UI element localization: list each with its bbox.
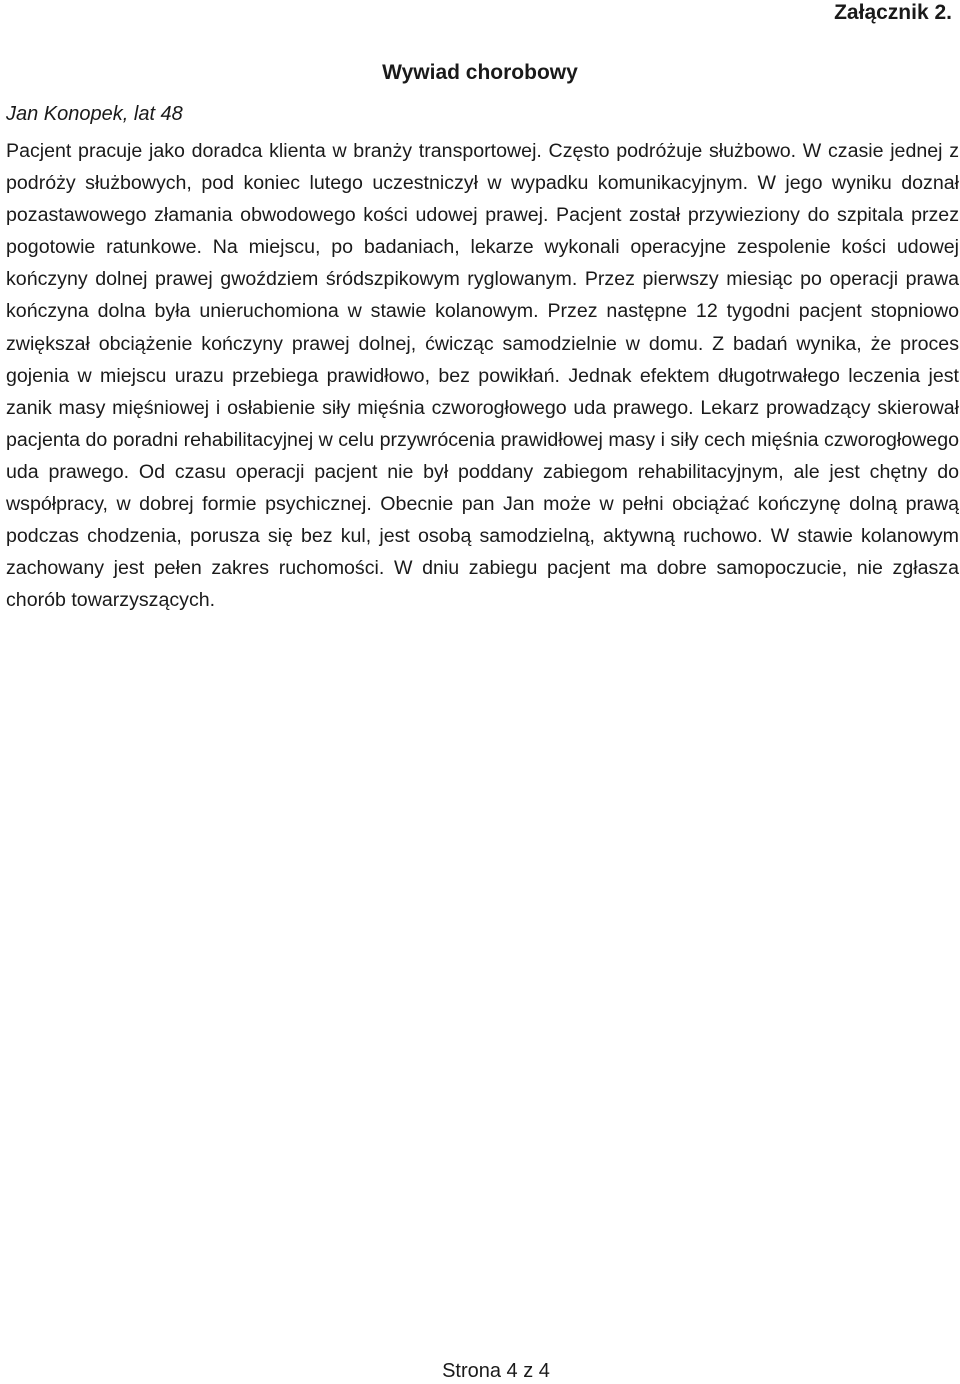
document-title: Wywiad chorobowy (382, 61, 578, 84)
page-number: Strona 4 z 4 (442, 1360, 550, 1382)
patient-name: Jan Konopek, lat 48 (6, 103, 183, 125)
attachment-label: Załącznik 2. (834, 1, 952, 24)
medical-history-paragraph: Pacjent pracuje jako doradca klienta w branży transportowej. Często podróżuje służbowo. W czasie jednej z podróży służbowych, pod koniec lutego uczestniczył w wypadku komunikacyjnym. W jego wyniku doznał pozastawowego złamania obwodowego kości udowej prawej. Pacjent został przywieziony do szpitala przez pogotowie ratunkowe. Na miejscu, po badaniach, lekarze wykonali operacyjne zespolenie kości udowej kończyny dolnej prawej gwoździem śródszpikowym ryglowanym. Przez pierwszy miesiąc po operacji prawa kończyna dolna była unieruchomiona w stawie kolanowym. Przez następne 12 tygodni pacjent stopniowo zwiększał obciążenie kończyny prawej dolnej, ćwicząc samodzielnie w domu. Z badań wynika, że proces gojenia w miejscu urazu przebiega prawidłowo, bez powikłań. Jednak efektem długotrwałego leczenia jest zanik masy mięśniowej i osłabienie siły mięśnia czworogłowego uda prawego. Lekarz prowadzący skierował pacjenta do poradni rehabilitacyjnej w celu przywrócenia prawidłowej masy i siły cech mięśnia czworogłowego uda prawego. Od czasu operacji pacjent nie był poddany zabiegom rehabilitacyjnym, ale jest chętny do współpracy, w dobrej formie psychicznej. Obecnie pan Jan może w pełni obciążać kończynę dolną prawą podczas chodzenia, porusza się bez kul, jest osobą samodzielną, aktywną ruchowo. W stawie kolanowym zachowany jest pełen zakres ruchomości. W dniu zabiegu pacjent ma dobre samopoczucie, nie zgłasza chorób towarzyszących. (6, 140, 959, 612)
